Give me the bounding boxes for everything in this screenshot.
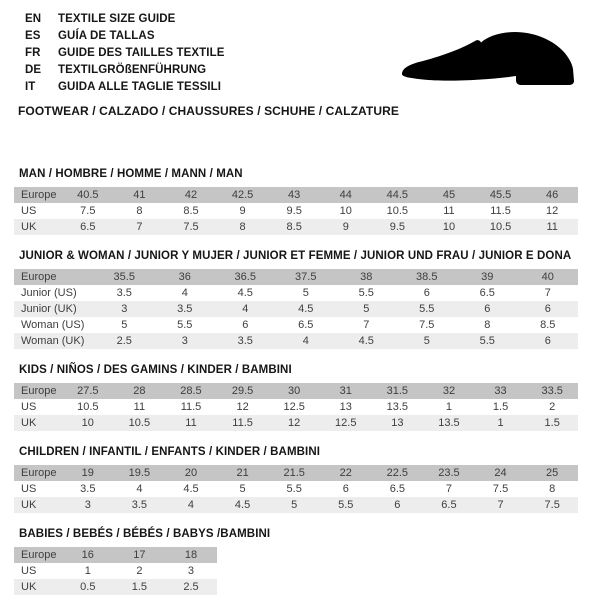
- table-cell: 43: [288, 189, 301, 201]
- table-cell: 5: [423, 335, 430, 347]
- table-cell: 5.5: [358, 287, 374, 299]
- category-title: FOOTWEAR / CALZADO / CHAUSSURES / SCHUHE / CALZATURE: [18, 104, 399, 118]
- table-cell: 2: [136, 565, 143, 577]
- table-cell: 28.5: [180, 385, 202, 397]
- section-title: KIDS / NIÑOS / DES GAMINS / KINDER / BAMBINI: [19, 364, 292, 376]
- table-cell: 4.5: [183, 483, 199, 495]
- table-cell: 4.5: [358, 335, 374, 347]
- table-cell: 3.5: [80, 483, 96, 495]
- language-code: DE: [25, 63, 42, 76]
- table-cell: 21: [236, 467, 249, 479]
- table-cell: 22: [339, 467, 352, 479]
- row-label: US: [21, 565, 37, 577]
- table-cell: 3.5: [237, 335, 253, 347]
- table-row-uk: [14, 219, 578, 235]
- table-cell: 19.5: [128, 467, 151, 479]
- table-cell: 6: [544, 303, 551, 315]
- table-row-uk: [14, 579, 217, 595]
- size-table-section-man: [14, 168, 586, 235]
- table-cell: 2.5: [116, 335, 132, 347]
- table-cell: 3: [181, 335, 188, 347]
- table-cell: 5.5: [286, 483, 302, 495]
- table-cell: 4: [187, 499, 195, 511]
- table-cell: 5.5: [479, 335, 495, 347]
- table-cell: 4: [302, 335, 309, 347]
- language-row: [14, 10, 586, 27]
- table-cell: 9: [342, 221, 349, 233]
- table-cell: 6: [242, 319, 249, 331]
- row-label: UK: [21, 221, 37, 233]
- table-cell: 6: [544, 335, 551, 347]
- table-cell: 3: [121, 303, 128, 315]
- table-cell: 7.5: [419, 319, 435, 331]
- table-cell: 7: [497, 499, 504, 511]
- table-cell: 46: [546, 189, 559, 201]
- table-cell: 11: [443, 205, 455, 217]
- table-row-uk: [14, 415, 578, 431]
- table-cell: 9.5: [286, 205, 302, 217]
- table-cell: 7: [363, 319, 370, 331]
- table-cell: 36.5: [234, 271, 256, 283]
- table-cell: 31: [339, 385, 352, 397]
- table-cell: 10.5: [128, 417, 151, 429]
- table-cell: 13.5: [438, 417, 460, 429]
- table-cell: 4: [242, 303, 249, 315]
- row-label: US: [21, 205, 37, 217]
- table-cell: 1.5: [492, 401, 509, 413]
- shoe-icon-path: [402, 32, 574, 85]
- table-cell: 11.5: [232, 417, 253, 429]
- size-table-section-children: [14, 446, 586, 513]
- row-label: Junior (US): [21, 287, 77, 299]
- row-label: UK: [21, 581, 37, 593]
- table-cell: 6.5: [441, 499, 457, 511]
- table-cell: 3.5: [177, 303, 193, 315]
- table-cell: 10.5: [386, 205, 409, 217]
- table-cell: 6: [423, 287, 430, 299]
- row-label: UK: [21, 417, 37, 429]
- table-cell: 7: [445, 483, 453, 495]
- table-cell: 42: [184, 189, 198, 201]
- table-row-us: [14, 563, 217, 579]
- table-cell: 11: [133, 401, 146, 413]
- section-title: MAN / HOMBRE / HOMME / MANN / MAN: [19, 168, 243, 180]
- table-row-woman-uk: [14, 333, 578, 349]
- language-label: GUÍA DE TALLAS: [58, 29, 155, 42]
- table-row-junior-us: [14, 285, 578, 301]
- table-cell: 1: [84, 565, 91, 577]
- table-cell: 5: [121, 319, 128, 331]
- row-label: US: [21, 401, 37, 413]
- table-cell: 32: [442, 385, 456, 397]
- table-cell: 21.5: [283, 467, 305, 479]
- table-cell: 6.5: [80, 221, 96, 233]
- table-cell: 1.5: [131, 581, 148, 593]
- table-cell: 7.5: [544, 499, 560, 511]
- table-cell: 44.5: [386, 189, 409, 201]
- table-cell: 12: [546, 205, 559, 217]
- table-cell: 10: [339, 205, 352, 217]
- table-cell: 45: [442, 189, 456, 201]
- row-label: UK: [21, 499, 37, 511]
- table-cell: 42.5: [231, 189, 254, 201]
- table-cell: 8.5: [286, 221, 302, 233]
- table-cell: 6.5: [298, 319, 314, 331]
- size-table-kids: [14, 383, 578, 431]
- table-row-europe: [14, 383, 578, 399]
- table-cell: 8: [484, 319, 491, 331]
- table-cell: 4.5: [234, 499, 251, 511]
- table-cell: 2: [549, 401, 556, 413]
- table-row-junior-uk: [14, 301, 578, 317]
- table-cell: 13.5: [386, 401, 409, 413]
- table-cell: 7.5: [492, 483, 509, 495]
- table-cell: 9.5: [389, 221, 405, 233]
- table-cell: 11.5: [490, 205, 511, 217]
- table-cell: 36: [178, 271, 191, 283]
- row-label: Europe: [21, 385, 57, 397]
- table-cell: 6: [484, 303, 491, 315]
- table-cell: 45.5: [489, 189, 512, 201]
- table-cell: 0.5: [80, 581, 96, 593]
- row-label: US: [21, 483, 37, 495]
- size-tables: [14, 168, 586, 595]
- table-cell: 5: [239, 483, 246, 495]
- table-cell: 20: [184, 467, 198, 479]
- table-cell: 5.5: [419, 303, 435, 315]
- table-cell: 1.5: [544, 417, 560, 429]
- table-cell: 6.5: [389, 483, 405, 495]
- table-cell: 8.5: [183, 205, 199, 217]
- row-label: Europe: [21, 549, 57, 561]
- table-cell: 8: [239, 221, 246, 233]
- table-cell: 33.5: [541, 385, 563, 397]
- table-cell: 3.5: [116, 287, 132, 299]
- table-cell: 12.5: [283, 401, 305, 413]
- table-cell: 11.5: [180, 401, 202, 413]
- table-cell: 10: [442, 221, 456, 233]
- language-label: GUIDA ALLE TAGLIE TESSILI: [58, 80, 222, 93]
- table-cell: 8.5: [540, 319, 556, 331]
- table-cell: 29.5: [231, 385, 254, 397]
- table-cell: 5.5: [338, 499, 354, 511]
- table-row-uk: [14, 497, 578, 513]
- section-title: CHILDREN / INFANTIL / ENFANTS / KINDER / BAMBINI: [19, 446, 321, 458]
- table-cell: 12: [288, 417, 301, 429]
- table-row-europe: [14, 547, 217, 563]
- size-table-section-junior-woman: [14, 250, 586, 349]
- table-cell: 39: [481, 271, 494, 283]
- table-cell: 11: [185, 417, 197, 429]
- table-cell: 35.5: [113, 271, 135, 283]
- table-row-europe: [14, 465, 578, 481]
- language-code: FR: [25, 46, 41, 59]
- row-label: Junior (UK): [21, 303, 77, 315]
- table-cell: 10.5: [489, 221, 512, 233]
- size-table-junior-woman: [14, 269, 578, 349]
- table-cell: 4: [181, 287, 188, 299]
- table-cell: 5.5: [177, 319, 193, 331]
- table-row-us: [14, 399, 578, 415]
- table-cell: 19: [81, 467, 94, 479]
- table-cell: 8: [549, 483, 556, 495]
- table-cell: 6: [342, 483, 349, 495]
- shoe-icon: [399, 30, 579, 94]
- table-cell: 28: [133, 385, 146, 397]
- table-cell: 4.5: [237, 287, 253, 299]
- table-cell: 33: [494, 385, 507, 397]
- size-table-babies: [14, 547, 217, 595]
- table-cell: 10.5: [77, 401, 99, 413]
- table-cell: 3.5: [131, 499, 148, 511]
- table-cell: 1: [497, 417, 504, 429]
- table-cell: 1: [445, 401, 453, 413]
- table-row-woman-us: [14, 317, 578, 333]
- table-cell: 13: [391, 417, 404, 429]
- table-cell: 24: [494, 467, 507, 479]
- table-cell: 5: [363, 303, 370, 315]
- table-cell: 7.5: [80, 205, 96, 217]
- table-cell: 27.5: [77, 385, 99, 397]
- table-cell: 38.5: [416, 271, 438, 283]
- size-table-man: [14, 187, 578, 235]
- table-cell: 23.5: [438, 467, 460, 479]
- size-table-section-babies: [14, 528, 586, 595]
- table-cell: 38: [360, 271, 373, 283]
- row-label: Woman (US): [21, 319, 85, 331]
- table-cell: 12.5: [335, 417, 357, 429]
- table-cell: 16: [81, 549, 94, 561]
- row-label: Europe: [21, 271, 57, 283]
- table-cell: 6.5: [479, 287, 495, 299]
- size-table-children: [14, 465, 578, 513]
- table-cell: 18: [184, 549, 198, 561]
- table-cell: 12: [236, 401, 249, 413]
- table-cell: 31.5: [386, 385, 409, 397]
- language-label: TEXTILE SIZE GUIDE: [58, 12, 176, 25]
- row-label: Europe: [21, 189, 57, 201]
- table-cell: 30: [288, 385, 301, 397]
- section-title: BABIES / BEBÉS / BÉBÉS / BABYS /BAMBINI: [19, 528, 271, 540]
- table-cell: 17: [133, 549, 146, 561]
- table-cell: 13: [339, 401, 352, 413]
- language-code: EN: [25, 12, 42, 25]
- table-cell: 7: [544, 287, 551, 299]
- table-row-europe: [14, 187, 578, 203]
- table-cell: 3: [84, 499, 91, 511]
- table-cell: 4: [136, 483, 143, 495]
- table-cell: 2.5: [183, 581, 199, 593]
- table-row-us: [14, 203, 578, 219]
- table-cell: 11: [546, 221, 558, 233]
- table-cell: 25: [546, 467, 559, 479]
- table-cell: 8: [136, 205, 143, 217]
- table-cell: 44: [339, 189, 352, 201]
- table-cell: 7.5: [183, 221, 199, 233]
- table-cell: 10: [81, 417, 94, 429]
- language-label: GUIDE DES TAILLES TEXTILE: [58, 46, 225, 59]
- table-cell: 6: [394, 499, 401, 511]
- row-label: Woman (UK): [21, 335, 85, 347]
- table-cell: 4.5: [298, 303, 314, 315]
- table-cell: 5: [302, 287, 309, 299]
- table-cell: 40.5: [77, 189, 99, 201]
- row-label: Europe: [21, 467, 57, 479]
- language-code: IT: [25, 80, 36, 93]
- table-cell: 3: [187, 565, 195, 577]
- table-cell: 5: [291, 499, 298, 511]
- table-row-europe: [14, 269, 578, 285]
- table-row-us: [14, 481, 578, 497]
- size-table-section-kids: [14, 364, 586, 431]
- table-cell: 7: [136, 221, 143, 233]
- table-cell: 9: [239, 205, 246, 217]
- table-cell: 40: [541, 271, 554, 283]
- section-title: JUNIOR & WOMAN / JUNIOR Y MUJER / JUNIOR ET FEMME / JUNIOR UND FRAU / JUNIOR E DONA: [19, 250, 572, 262]
- table-cell: 41: [133, 189, 146, 201]
- table-cell: 22.5: [386, 467, 409, 479]
- language-code: ES: [25, 29, 41, 42]
- language-label: TEXTILGRÖßENFÜHRUNG: [58, 63, 207, 76]
- table-cell: 37.5: [295, 271, 317, 283]
